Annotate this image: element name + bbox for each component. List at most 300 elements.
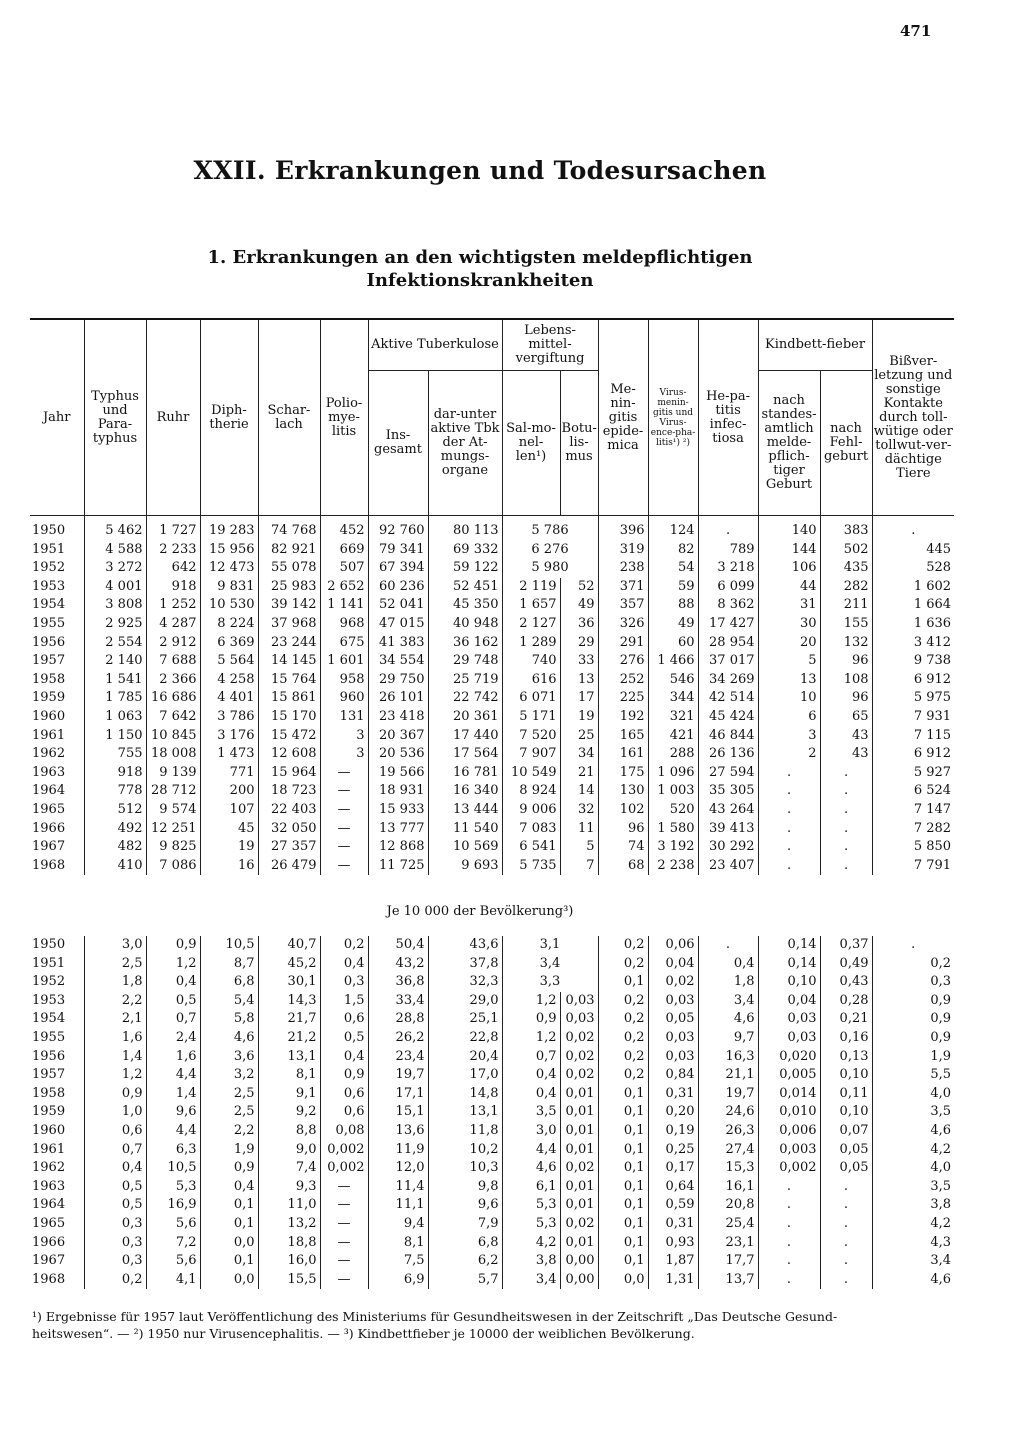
relative-subtitle: Je 10 000 der Bevölkerung³) [386,904,574,919]
value-cell: 1,5 [320,992,368,1011]
value-cell: 0,2 [598,992,648,1011]
value-cell: 2 233 [146,541,200,560]
value-cell: 26 101 [368,689,428,708]
value-cell: 0,2 [84,1271,146,1290]
table-row [30,1178,954,1197]
value-cell: 0,04 [648,955,698,974]
relative-table [30,936,954,1289]
value-cell: 11,8 [428,1122,502,1141]
value-cell: 3,5 [872,1178,954,1197]
value-cell: 9,1 [258,1085,320,1104]
value-cell: 6 [758,708,820,727]
value-cell: 0,49 [820,955,872,974]
value-cell: 1 580 [648,820,698,839]
year-cell: 1952 [32,974,66,990]
value-cell: 10 [758,689,820,708]
value-cell: 79 341 [368,541,428,560]
value-cell: . [820,1252,872,1271]
value-cell: 42 514 [698,689,758,708]
value-cell: 17 440 [428,727,502,746]
value-cell: 25 [560,727,598,746]
value-cell: 0,002 [320,1141,368,1160]
value-cell: . [820,820,872,839]
value-cell: 0,28 [820,992,872,1011]
header-bissverletzung: Bißver-letzung und sonstige Kontakte durch toll-wütige oder tollwut-ver-dächtige Tiere [872,319,954,516]
value-cell: 7,4 [258,1159,320,1178]
value-cell: 396 [598,516,648,541]
value-cell: 23 407 [698,857,758,876]
year-cell: 1951 [32,955,66,971]
value-cell: 29 748 [428,652,502,671]
value-cell: 3 [320,745,368,764]
value-cell: 107 [200,801,258,820]
relative-table-body [30,936,954,1289]
value-cell: 49 [648,615,698,634]
value-cell: 8,7 [200,955,258,974]
value-cell: 357 [598,596,648,615]
value-cell: 20 367 [368,727,428,746]
value-cell: 26,2 [368,1029,428,1048]
value-cell: 1,4 [146,1085,200,1104]
value-cell: 10,3 [428,1159,502,1178]
value-cell: 4 401 [200,689,258,708]
value-cell: 74 768 [258,516,320,541]
value-cell: 16,1 [698,1178,758,1197]
value-cell: 96 [820,689,872,708]
page-number: 471 [900,22,932,40]
value-cell: 1,0 [84,1103,146,1122]
value-cell: 0,31 [648,1215,698,1234]
value-cell: 2 [758,745,820,764]
value-cell: 7 282 [872,820,954,839]
value-cell: 175 [598,764,648,783]
value-cell: 15 964 [258,764,320,783]
value-cell: 6,1 [502,1178,560,1197]
value-cell: 5 171 [502,708,560,727]
value-cell: 3 [320,727,368,746]
value-cell: 1,2 [84,1066,146,1085]
value-cell: 0,1 [598,1085,648,1104]
value-cell: 0,01 [560,1178,598,1197]
value-cell: 1 727 [146,516,200,541]
value-cell: 34 [560,745,598,764]
value-cell: 958 [320,671,368,690]
value-cell: 0,4 [698,955,758,974]
value-cell: 7 147 [872,801,954,820]
value-cell: 5,5 [872,1066,954,1085]
value-cell: 19 283 [200,516,258,541]
value-cell: 5 [560,838,598,857]
value-cell: 26 479 [258,857,320,876]
value-cell: 0,6 [320,1103,368,1122]
value-cell: 9 738 [872,652,954,671]
table-row [30,1122,954,1141]
value-cell: 1 252 [146,596,200,615]
value-cell: . [758,1178,820,1197]
value-cell: 0,84 [648,1066,698,1085]
value-cell: 29,0 [428,992,502,1011]
year-cell: 1966 [32,820,66,836]
value-cell: . [820,764,872,783]
value-cell: 0,014 [758,1085,820,1104]
value-cell: 11,0 [258,1196,320,1215]
value-cell: . [698,516,758,541]
value-cell: . [820,1196,872,1215]
value-cell: 6 541 [502,838,560,857]
value-cell: 36 162 [428,634,502,653]
value-cell: 14,8 [428,1085,502,1104]
value-cell: 10 845 [146,727,200,746]
value-cell: 0,2 [598,1029,648,1048]
value-cell: 2 366 [146,671,200,690]
value-cell: . [820,782,872,801]
value-cell: 0,9 [872,992,954,1011]
value-cell: — [320,782,368,801]
value-cell: 32,3 [428,973,502,992]
value-cell: 106 [758,559,820,578]
value-cell: . [820,1234,872,1253]
value-cell: 1 602 [872,578,954,597]
value-cell: . [758,782,820,801]
value-cell: 161 [598,745,648,764]
value-cell: 0,1 [598,1103,648,1122]
value-cell: 3 192 [648,838,698,857]
value-cell: 16 [200,857,258,876]
value-cell: 5 [758,652,820,671]
value-cell: 1 141 [320,596,368,615]
value-cell: . [758,820,820,839]
value-cell: 25 983 [258,578,320,597]
value-cell: 26 136 [698,745,758,764]
value-cell: 5,4 [200,992,258,1011]
value-cell: 2,4 [146,1029,200,1048]
value-cell: 12,0 [368,1159,428,1178]
value-cell: 3,0 [502,1122,560,1141]
value-cell: 3,5 [872,1103,954,1122]
value-cell: 0,01 [560,1234,598,1253]
value-cell: — [320,1271,368,1290]
value-cell: 3,4 [698,992,758,1011]
value-cell: 0,1 [598,1252,648,1271]
value-cell: 34 554 [368,652,428,671]
value-cell: 669 [320,541,368,560]
table-row [30,1196,954,1215]
table-row [30,1029,954,1048]
table-row [30,857,954,876]
value-cell: 507 [320,559,368,578]
value-cell: 291 [598,634,648,653]
value-cell: 15 861 [258,689,320,708]
year-cell: 1962 [32,746,66,762]
value-cell: 27 594 [698,764,758,783]
value-cell: 18,8 [258,1234,320,1253]
value-cell: 9,8 [428,1178,502,1197]
value-cell: 6,2 [428,1252,502,1271]
value-cell: 16,3 [698,1048,758,1067]
year-cell: 1965 [32,801,66,817]
value-cell: 14 145 [258,652,320,671]
value-cell: 288 [648,745,698,764]
value-cell: 918 [84,764,146,783]
value-cell: 5 980 [502,559,598,578]
year-cell: 1953 [32,992,66,1008]
year-cell: 1964 [32,1197,66,1213]
value-cell: 0,0 [200,1271,258,1290]
value-cell: 0,5 [84,1196,146,1215]
value-cell: 282 [820,578,872,597]
value-cell: 4 001 [84,578,146,597]
value-cell: — [320,801,368,820]
value-cell: 60 236 [368,578,428,597]
value-cell: 29 [560,634,598,653]
value-cell: 1 657 [502,596,560,615]
year-cell: 1950 [32,937,66,952]
value-cell: 1,8 [698,973,758,992]
value-cell: 12 251 [146,820,200,839]
table-row [30,992,954,1011]
value-cell: 0,43 [820,973,872,992]
value-cell: . [820,857,872,876]
value-cell: 131 [320,708,368,727]
value-cell: 0,01 [560,1196,598,1215]
value-cell: 11,4 [368,1178,428,1197]
value-cell: 16 340 [428,782,502,801]
value-cell: 52 [560,578,598,597]
table-row [30,541,954,560]
table-header [30,319,954,516]
value-cell: 5 462 [84,516,146,541]
value-cell: 23,4 [368,1048,428,1067]
value-cell: — [320,1178,368,1197]
year-cell: 1951 [32,541,66,557]
value-cell: 421 [648,727,698,746]
value-cell: 4,6 [872,1271,954,1290]
value-cell: 0,9 [146,936,200,955]
value-cell: 0,4 [320,1048,368,1067]
value-cell: 482 [84,838,146,857]
value-cell: 1 785 [84,689,146,708]
value-cell: 20 536 [368,745,428,764]
value-cell: 45 [200,820,258,839]
value-cell: . [758,1215,820,1234]
value-cell: 778 [84,782,146,801]
value-cell: 3,1 [502,936,598,955]
header-kindbettfieber: Kindbett-fieber [758,319,872,371]
value-cell: 0,9 [84,1085,146,1104]
value-cell: 1 473 [200,745,258,764]
value-cell: 15 764 [258,671,320,690]
value-cell: . [698,936,758,955]
value-cell: 0,93 [648,1234,698,1253]
value-cell: 1 601 [320,652,368,671]
value-cell: 0,02 [560,1029,598,1048]
header-jahr: Jahr [30,319,84,516]
value-cell: 35 305 [698,782,758,801]
value-cell: 65 [820,708,872,727]
value-cell: 4,2 [872,1215,954,1234]
value-cell: 3 272 [84,559,146,578]
year-cell: 1958 [32,1085,66,1101]
value-cell: 7,5 [368,1252,428,1271]
value-cell: 2,2 [200,1122,258,1141]
table-row [30,782,954,801]
value-cell: 9,6 [428,1196,502,1215]
value-cell: 1 289 [502,634,560,653]
year-cell: 1957 [32,1067,66,1083]
value-cell: 22,8 [428,1029,502,1048]
value-cell: 10,5 [146,1159,200,1178]
value-cell: 8 224 [200,615,258,634]
value-cell: 8,1 [258,1066,320,1085]
value-cell: 0,03 [648,1048,698,1067]
value-cell: 11 725 [368,857,428,876]
value-cell: 45,2 [258,955,320,974]
value-cell: 410 [84,857,146,876]
value-cell: 1 150 [84,727,146,746]
value-cell: 371 [598,578,648,597]
value-cell: 43 [820,745,872,764]
value-cell: 52 041 [368,596,428,615]
value-cell: 0,20 [648,1103,698,1122]
value-cell: 4 287 [146,615,200,634]
value-cell: 15,1 [368,1103,428,1122]
value-cell: 9 574 [146,801,200,820]
value-cell: 16,0 [258,1252,320,1271]
value-cell: 0,2 [320,936,368,955]
value-cell: 4 258 [200,671,258,690]
value-cell: . [758,1252,820,1271]
value-cell: 34 269 [698,671,758,690]
table-row [30,689,954,708]
value-cell: . [758,1196,820,1215]
header-ruhr: Ruhr [146,319,200,516]
value-cell: 3 176 [200,727,258,746]
value-cell: 0,2 [598,1010,648,1029]
value-cell: 2 140 [84,652,146,671]
value-cell: 2 238 [648,857,698,876]
value-cell: 326 [598,615,648,634]
value-cell: 0,00 [560,1271,598,1290]
table-row [30,1141,954,1160]
value-cell: 1,9 [200,1141,258,1160]
value-cell: 0,7 [84,1141,146,1160]
value-cell: 11 540 [428,820,502,839]
value-cell: 0,03 [648,992,698,1011]
value-cell: 512 [84,801,146,820]
value-cell: 10,2 [428,1141,502,1160]
value-cell: 4,1 [146,1271,200,1290]
value-cell: 252 [598,671,648,690]
table-row [30,1066,954,1085]
value-cell: 20 361 [428,708,502,727]
value-cell: 18 723 [258,782,320,801]
value-cell: 45 424 [698,708,758,727]
year-cell: 1966 [32,1234,66,1250]
value-cell: 3,4 [502,1271,560,1290]
value-cell: 0,6 [320,1085,368,1104]
value-cell: 82 [648,541,698,560]
value-cell: 25,4 [698,1215,758,1234]
table-row [30,578,954,597]
value-cell: 7 520 [502,727,560,746]
table-row [30,955,954,974]
value-cell: 33 [560,652,598,671]
value-cell: 10 569 [428,838,502,857]
value-cell: 0,00 [560,1252,598,1271]
value-cell: 2,2 [84,992,146,1011]
value-cell: 0,6 [320,1010,368,1029]
value-cell: 238 [598,559,648,578]
value-cell: 14 [560,782,598,801]
value-cell: 74 [598,838,648,857]
value-cell: — [320,1252,368,1271]
value-cell: 5,3 [502,1215,560,1234]
year-cell: 1954 [32,597,66,613]
value-cell: 9,3 [258,1178,320,1197]
value-cell: 13 444 [428,801,502,820]
value-cell: 0,13 [820,1048,872,1067]
value-cell: — [320,764,368,783]
value-cell: 5,8 [200,1010,258,1029]
header-kindbett-geburt: nach standes-amtlich melde-pflich-tiger Geburt [758,371,820,516]
value-cell: 0,10 [758,973,820,992]
header-tbc-insgesamt: Ins-gesamt [368,371,428,516]
value-cell: 1,4 [84,1048,146,1067]
value-cell: 5 786 [502,516,598,541]
value-cell: 144 [758,541,820,560]
value-cell: 10 530 [200,596,258,615]
value-cell: 0,9 [872,1010,954,1029]
value-cell: 0,17 [648,1159,698,1178]
value-cell: 8,1 [368,1234,428,1253]
table-row [30,1085,954,1104]
value-cell: 3 808 [84,596,146,615]
value-cell: 18 008 [146,745,200,764]
value-cell: . [758,857,820,876]
value-cell: 132 [820,634,872,653]
value-cell: 3 [758,727,820,746]
table-row [30,652,954,671]
table-row [30,1010,954,1029]
value-cell: 140 [758,516,820,541]
value-cell: 0,4 [320,955,368,974]
section-title [0,246,960,292]
value-cell: 30 292 [698,838,758,857]
value-cell: 0,9 [502,1010,560,1029]
value-cell: 9,4 [368,1215,428,1234]
header-lebensmittel: Lebens-mittel-vergiftung [502,319,598,371]
value-cell: 7,2 [146,1234,200,1253]
value-cell: 17,1 [368,1085,428,1104]
value-cell: 1 003 [648,782,698,801]
value-cell: 155 [820,615,872,634]
value-cell: 0,010 [758,1103,820,1122]
header-scharlach: Schar-lach [258,319,320,516]
value-cell: 4,3 [872,1234,954,1253]
value-cell: 52 451 [428,578,502,597]
value-cell: 0,02 [560,1215,598,1234]
year-cell: 1967 [32,1253,66,1269]
value-cell: 0,2 [872,955,954,974]
value-cell: 4,0 [872,1085,954,1104]
value-cell: 7 115 [872,727,954,746]
value-cell: 24,6 [698,1103,758,1122]
value-cell: 3,8 [502,1252,560,1271]
value-cell: 0,21 [820,1010,872,1029]
year-cell: 1968 [32,857,66,873]
value-cell: 11,1 [368,1196,428,1215]
header-hepatitis: He-pa-titis infec-tiosa [698,319,758,516]
